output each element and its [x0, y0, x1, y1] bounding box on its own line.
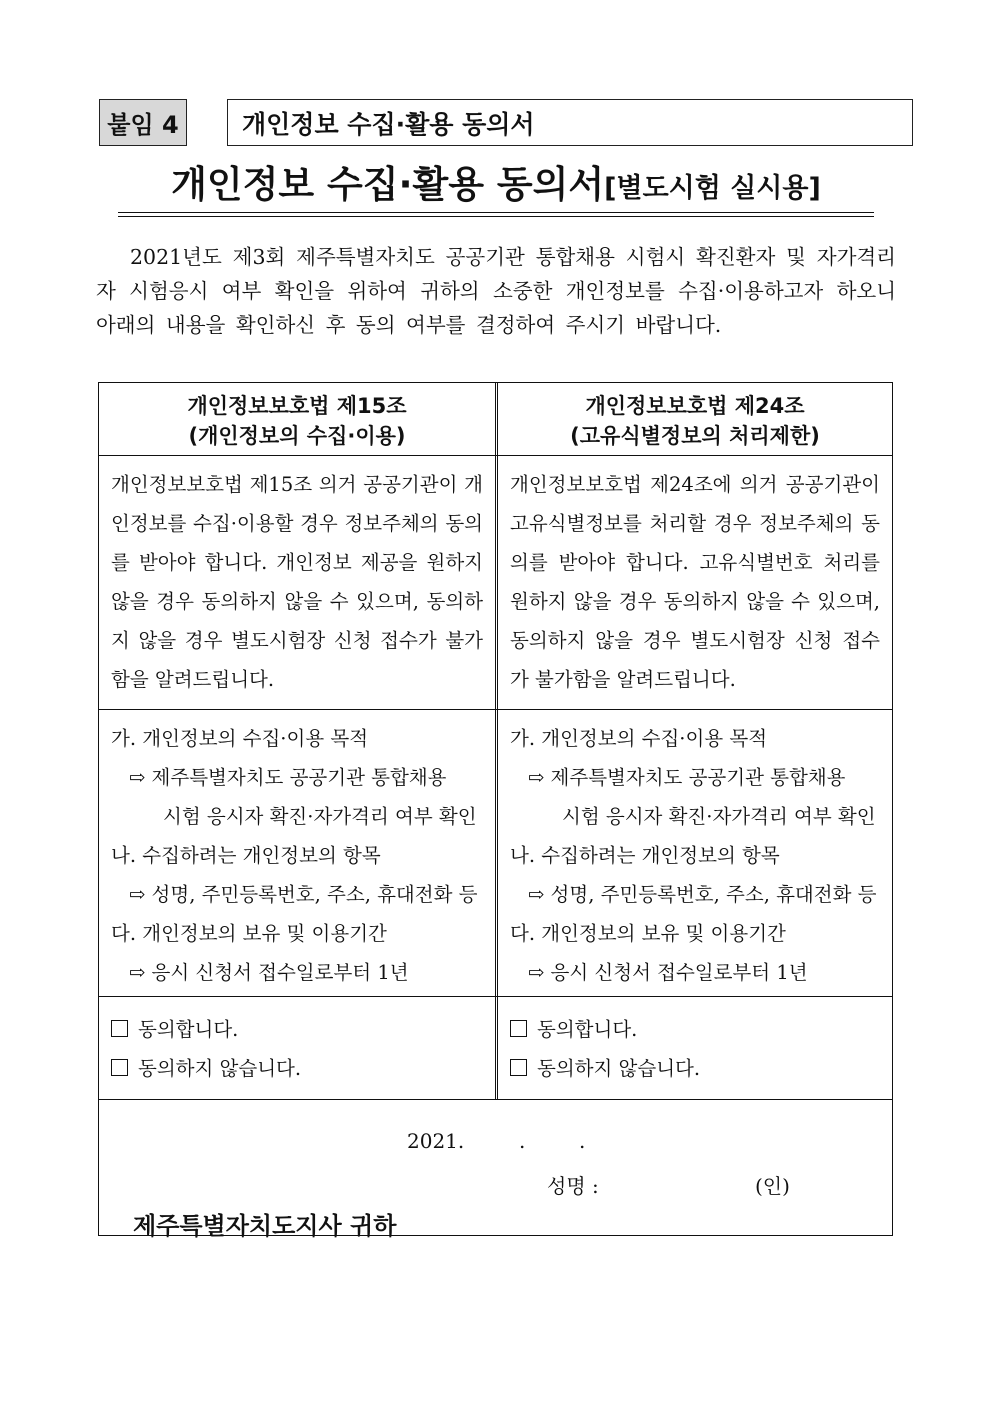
name-label: 성명 :	[547, 1174, 599, 1198]
right-description: 개인정보보호법 제24조에 의거 공공기관이 고유식별정보를 처리할 경우 정보주체의 동의를 받아야 합니다. 고유식별번호 처리를 원하지 않을 경우 동의하지 않을 수 있으며, 동의하지 않을 경우 별도시험장 신청 접수가 불가함을 알려드립니다.	[510, 473, 880, 691]
right-item-c-title: 다. 개인정보의 보유 및 이용기간	[510, 922, 786, 945]
left-item-a-line2: 시험 응시자 확진·자가격리 여부 확인	[163, 805, 477, 828]
intro-paragraph	[96, 240, 896, 342]
left-agree-option[interactable]	[111, 1010, 483, 1049]
left-agree-checkbox[interactable]	[111, 1020, 128, 1037]
right-header-line2: (고유식별정보의 처리제한)	[570, 424, 820, 448]
intro-text: 2021년도 제3회 제주특별자치도 공공기관 통합채용 시험시 확진환자 및 자가격리자 시험응시 여부 확인을 위하여 귀하의 소중한 개인정보를 수집·이용하고자 하오니 아래의 내용을 확인하신 후 동의 여부를 결정하여 주시기 바랍니다.	[96, 245, 896, 337]
right-disagree-option[interactable]	[510, 1049, 880, 1088]
left-item-a-title: 가. 개인정보의 수집·이용 목적	[111, 727, 369, 750]
date-year: 2021.	[407, 1129, 465, 1153]
right-disagree-checkbox[interactable]	[510, 1059, 527, 1076]
right-agree-option[interactable]	[510, 1010, 880, 1049]
left-disagree-label: 동의하지 않습니다.	[138, 1057, 302, 1080]
left-items	[99, 709, 495, 996]
seal-mark: (인)	[755, 1174, 790, 1198]
left-item-b-title: 나. 수집하려는 개인정보의 항목	[111, 844, 381, 867]
right-item-a-line2: 시험 응시자 확진·자가격리 여부 확인	[562, 805, 876, 828]
left-item-a-line1: ⇨ 제주특별자치도 공공기관 통합채용	[129, 766, 447, 789]
date-day-dot: .	[579, 1129, 586, 1153]
page-title	[118, 160, 874, 210]
right-disagree-label: 동의하지 않습니다.	[537, 1057, 701, 1080]
attachment-label: 붙임 4	[99, 99, 187, 146]
left-consent-options	[99, 996, 495, 1099]
left-item-c-line1: ⇨ 응시 신청서 접수일로부터 1년	[129, 961, 409, 984]
right-consent-options	[498, 996, 892, 1099]
left-agree-label: 동의합니다.	[138, 1018, 239, 1041]
attachment-title: 개인정보 수집·활용 동의서	[227, 99, 913, 146]
title-underline	[118, 212, 874, 213]
right-item-a-title: 가. 개인정보의 수집·이용 목적	[510, 727, 768, 750]
right-agree-checkbox[interactable]	[510, 1020, 527, 1037]
signature-section	[99, 1099, 892, 1240]
consent-table	[98, 382, 893, 1240]
right-header-line1: 개인정보보호법 제24조	[585, 394, 805, 418]
right-column-header	[498, 383, 892, 455]
date-month-dot: .	[519, 1129, 526, 1153]
left-disagree-option[interactable]	[111, 1049, 483, 1088]
right-items	[498, 709, 892, 996]
right-item-c-line1: ⇨ 응시 신청서 접수일로부터 1년	[528, 961, 808, 984]
title-underline-second	[118, 216, 874, 217]
left-disagree-checkbox[interactable]	[111, 1059, 128, 1076]
left-description: 개인정보보호법 제15조 의거 공공기관이 개인정보를 수집·이용할 경우 정보주체의 동의를 받아야 합니다. 개인정보 제공을 원하지 않을 경우 동의하지 않을 수 있으며, 동의하지 않을 경우 별도시험장 신청 접수가 불가함을 알려드립니다.	[111, 473, 483, 691]
left-item-b-line1: ⇨ 성명, 주민등록번호, 주소, 휴대전화 등	[129, 883, 478, 906]
date-field[interactable]	[407, 1129, 586, 1153]
left-item-c-title: 다. 개인정보의 보유 및 이용기간	[111, 922, 387, 945]
left-column-header	[99, 383, 495, 455]
right-item-b-line1: ⇨ 성명, 주민등록번호, 주소, 휴대전화 등	[528, 883, 877, 906]
left-header-line2: (개인정보의 수집·이용)	[188, 424, 406, 448]
page-title-text: 개인정보 수집·활용 동의서	[171, 163, 605, 206]
right-item-a-line1: ⇨ 제주특별자치도 공공기관 통합채용	[528, 766, 846, 789]
page-subtitle: [별도시험 실시용]	[604, 173, 821, 204]
right-item-b-title: 나. 수집하려는 개인정보의 항목	[510, 844, 780, 867]
addressee: 제주특별자치도지사 귀하	[133, 1212, 397, 1240]
right-agree-label: 동의합니다.	[537, 1018, 638, 1041]
left-header-line1: 개인정보보호법 제15조	[187, 394, 407, 418]
